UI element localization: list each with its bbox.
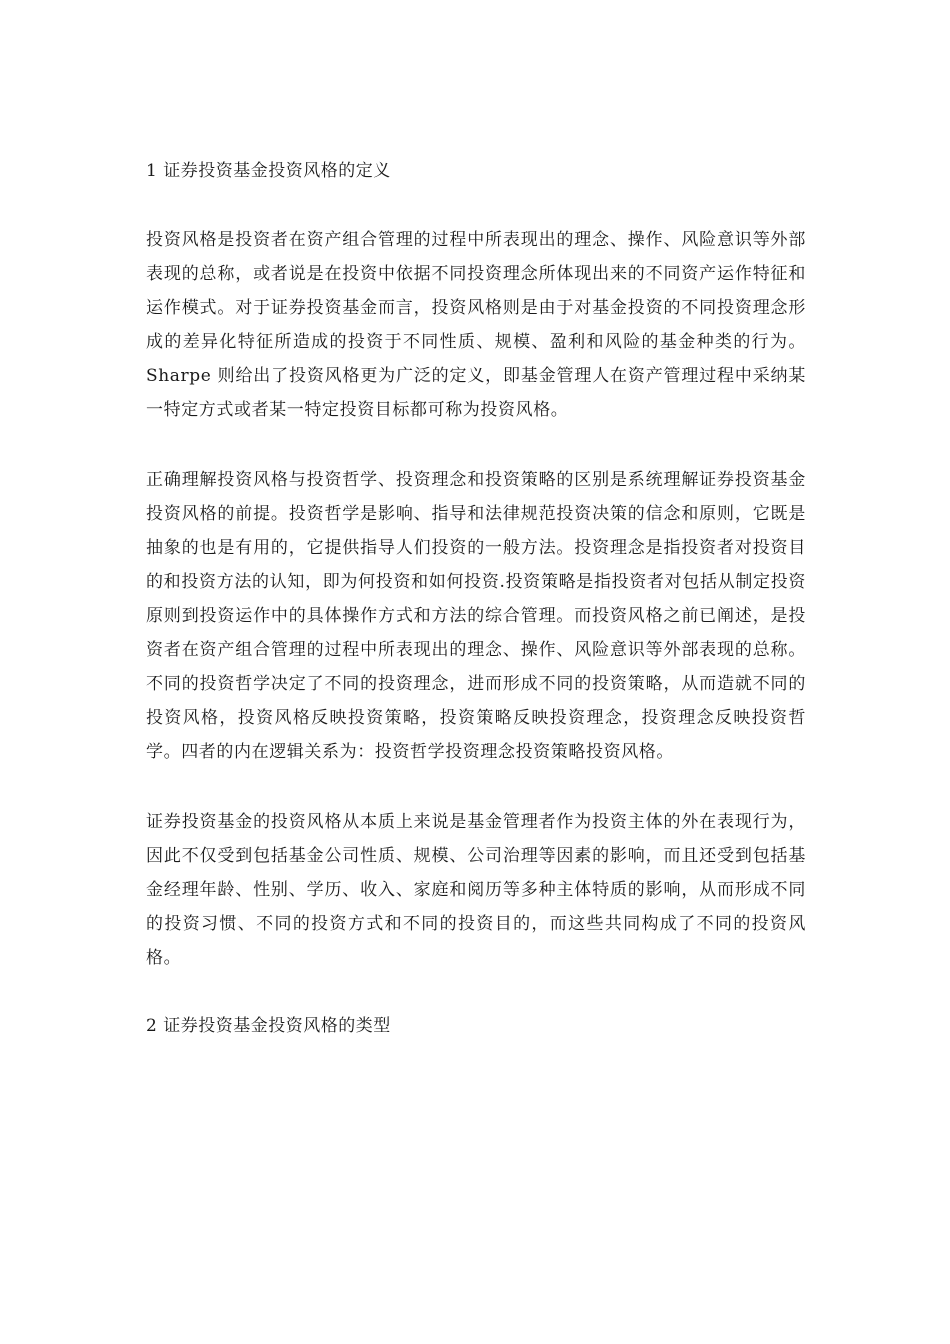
paragraph-distinction: 正确理解投资风格与投资哲学、投资理念和投资策略的区别是系统理解证券投资基金投资风格的前提。投资哲学是影响、指导和法律规范投资决策的信念和原则，它既是抽象的也是有用的，它提供指导人们投资的一般方法。投资理念是指投资者对投资目的和投资方法的认知，即为何投资和如何投资.投资策略是指投资者对包括从制定投资原则到投资运作中的具体操作方式和方法的综合管理。而投资风格之前已阐述，是投资者在资产组合管理的过程中所表现出的理念、操作、风险意识等外部表现的总称。不同的投资哲学决定了不同的投资理念，进而形成不同的投资策略，从而造就不同的投资风格，投资风格反映投资策略，投资策略反映投资理念，投资理念反映投资哲学。四者的内在逻辑关系为：投资哲学投资理念投资策略投资风格。 — [146, 470, 806, 762]
paragraph-essence: 证券投资基金的投资风格从本质上来说是基金管理者作为投资主体的外在表现行为，因此不仅受到包括基金公司性质、规模、公司治理等因素的影响，而且还受到包括基金经理年龄、性别、学历、收入、家庭和阅历等多种主体特质的影响，从而形成不同的投资习惯、不同的投资方式和不同的投资目的，而这些共同构成了不同的投资风格。 — [146, 812, 806, 968]
section-heading-1: 1 证券投资基金投资风格的定义 — [146, 161, 391, 181]
section-heading-2: 2 证券投资基金投资风格的类型 — [146, 1016, 391, 1036]
paragraph-definition: 投资风格是投资者在资产组合管理的过程中所表现出的理念、操作、风险意识等外部表现的总称，或者说是在投资中依据不同投资理念所体现出来的不同资产运作特征和运作模式。对于证券投资基金而言，投资风格则是由于对基金投资的不同投资理念形成的差异化特征所造成的投资于不同性质、规模、盈利和风险的基金种类的行为。Sharpe 则给出了投资风格更为广泛的定义，即基金管理人在资产管理过程中采纳某一特定方式或者某一特定投资目标都可称为投资风格。 — [146, 230, 806, 420]
document-body — [146, 154, 806, 1078]
